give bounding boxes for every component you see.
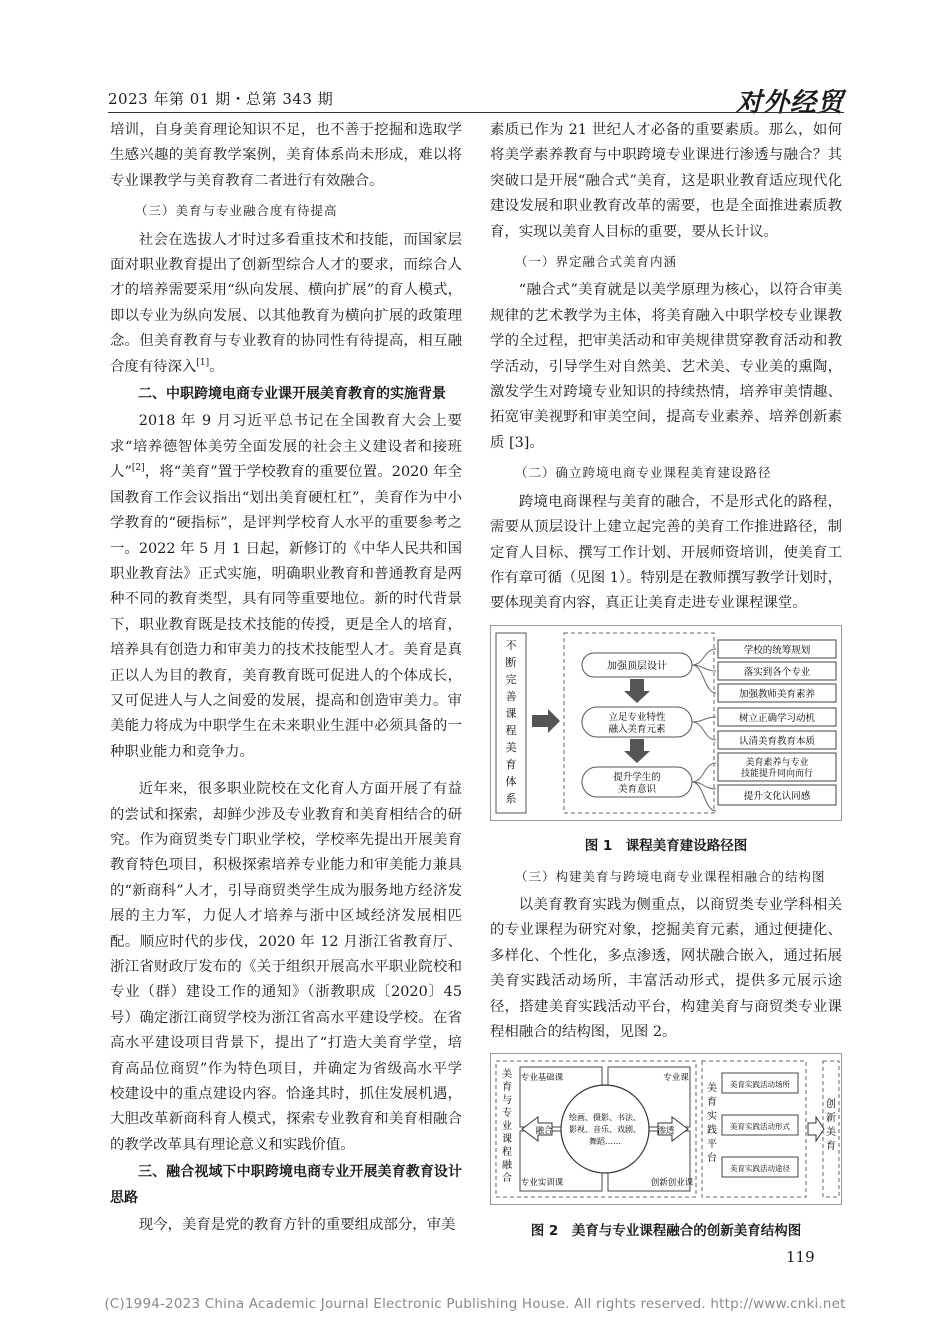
paragraph: 素质已作为 21 世纪人才必备的重要素质。那么，如何将美学素养教育与中职跨境专业课进行渗透与融合？其突破口是开展“融合式”美育，这是职业教育适应现代化建设发展和职业教育改革的需要，也是全面推进素质教育，实现以美育人目标的重要，要从长计议。: [490, 122, 842, 240]
paragraph: 跨境电商课程与美育的融合，不是形式化的路程，需要从顶层设计上建立起完善的美育工作推进路径，制定育人目标、撰写工作计划、开展师资培训，使美育工作有章可循（见图 1）。特别是在教师撰写教学计划时，要体现美育内容，真正让美育走进专业课程课堂。: [490, 493, 842, 612]
subsection-heading: （三）美育与专业融合度有待提高: [135, 203, 338, 219]
right-label: 加强教师美育素养: [738, 688, 816, 700]
down-arrow-icon: [624, 739, 650, 763]
quad-label: 专业基础课: [520, 1073, 564, 1084]
quad-label: 创新创业课: [650, 1178, 694, 1189]
paragraph: 2018 年 9 月习近平总书记在全国教育大会上要求“培养德智体美劳全面发展的社会主义建设者和接班人”[2]，将“美育”置于学校教育的重要位置。2020 年全国教育工作会议指出“划出美育硬杠杠”，美育作为中小学教育的“硬指标”，是评判学校育人水平的重要参考之一。2022 年 5 月 1 日起，新修订的《中华人民共和国职业教育法》正式实施，明确职业教育和普通教育是两种不同的教育类型，具有同等重要地位。新的时代背景下，职业教育既是技术技能的传授，更是全人的培育，培养具有创造力和审美力的技术技能型人才。美育是真正以人为目的教育，美育教育既可促进人的个体成长，又可促进人与人之间爱的发展，提高和创造审美力。审美能力将成为中职学生在未来职业生涯中必须具备的一种职业能力和竞争力。: [110, 413, 463, 760]
platform-item-label: 美育实践活动途径: [730, 1164, 790, 1174]
paragraph: 近年来，很多职业院校在文化育人方面开展了有益的尝试和探索，却鲜少涉及专业教育和美育相结合的研究。作为商贸类专门职业学校，学校率先提出开展美育教育特色项目，积极探索培养专业能力和审美能力兼具的“新商科”人才，引导商贸类学生成为服务地方经济发展的主力军，力促人才培养与浙中区域经济发展相匹配。顺应时代的步伐，2020 年 12 月浙江省教育厅、浙江省财政厅发布的《关于组织开展高水平职业院校和专业（群）建设工作的通知》（浙教职成〔2020〕45 号）确定浙江商贸学校为浙江省高水平建设学校。在省高水平建设项目背景下，提出了“打造大美育学堂，培育高品位商贸”作为特色项目，并确定为省级高水平学校建设中的重点建设内容。恰逢其时，抓住发展机遇，大胆改革新商科育人模式，探索专业教育和美育相融合的教学改革具有理论意义和实践价值。: [110, 781, 462, 1153]
fusion-char: 业: [502, 1121, 512, 1133]
platform-char: 美: [707, 1083, 717, 1095]
platform-char: 实: [707, 1111, 717, 1123]
result-char: 美: [826, 1127, 836, 1139]
right-label: 树立正确学习动机: [738, 712, 816, 724]
result-char: 育: [826, 1141, 836, 1153]
center-label: 舞蹈……: [589, 1137, 621, 1147]
mid-label: 融入美育元素: [608, 723, 666, 735]
platform-item-label: 美育实践活动场所: [730, 1080, 790, 1090]
figure-2: [490, 1053, 842, 1214]
right-label: 学校的统筹规划: [743, 644, 811, 656]
platform-char: 育: [707, 1097, 717, 1109]
platform-item-label: 美育实践活动形式: [730, 1122, 790, 1132]
figure-2-caption: 图 2 美育与专业课程融合的创新美育结构图: [530, 1222, 802, 1239]
mid-label: 美育意识: [617, 783, 657, 795]
side-char: 美: [505, 740, 517, 754]
side-char: 完: [505, 672, 517, 686]
figure-1-caption: 图 1 课程美育建设路径图: [584, 838, 748, 855]
fusion-char: 育: [502, 1082, 512, 1094]
result-char: 新: [826, 1113, 836, 1125]
fusion-char: 课: [502, 1134, 512, 1146]
right-label: 认清美育教育本质: [738, 735, 816, 747]
fusion-char: 专: [502, 1108, 512, 1120]
infiltrate-arrow-label: 渗透: [657, 1126, 675, 1137]
page-header: [108, 82, 844, 116]
page-number: 119: [786, 1248, 815, 1266]
side-char: 体: [505, 774, 517, 788]
fusion-char: 融: [502, 1160, 512, 1172]
side-char: 程: [505, 723, 517, 737]
citation: [1]: [196, 357, 210, 368]
side-char: 课: [505, 706, 517, 720]
fusion-char: 程: [502, 1147, 512, 1159]
figure-1: [490, 625, 842, 830]
issue-label: 2023 年第 01 期・总第 343 期: [108, 90, 334, 108]
right-label: 技能提升同向而行: [740, 768, 814, 779]
center-label: 影视、音乐、戏剧、: [569, 1125, 641, 1135]
quad-label: 专业课: [663, 1073, 689, 1084]
fusion-char: 与: [502, 1095, 512, 1107]
side-char: 断: [505, 655, 517, 669]
subsection-heading: （一）界定融合式美育内涵: [515, 254, 678, 270]
right-arrow-icon: [532, 709, 560, 733]
center-label: 绘画、摄影、书法、: [569, 1113, 641, 1123]
right-label: 美育素养与专业: [745, 757, 809, 768]
subsection-heading: （三）构建美育与跨境电商专业课程相融合的结构图: [515, 868, 826, 884]
mid-label: 立足专业特性: [608, 711, 666, 723]
paragraph: 培训，自身美育理论知识不足，也不善于挖掘和选取学生感兴趣的美育教学案例，美育体系尚未形成，难以将专业课教学与美育教育二者进行有效融合。: [110, 122, 462, 189]
result-char: 创: [826, 1099, 836, 1111]
side-char: 不: [505, 638, 517, 652]
platform-char: 台: [707, 1153, 717, 1165]
left-column: [110, 118, 462, 1238]
fusion-arrow-label: 融合: [535, 1126, 553, 1137]
figure-2-diagram: [490, 1053, 842, 1205]
right-label: 落实到各个专业: [743, 666, 811, 678]
result-arrow-icon: [808, 1117, 824, 1141]
figure-1-diagram: [490, 625, 842, 821]
paragraph: 现今，美育是党的教育方针的重要组成部分，审美: [138, 1217, 456, 1234]
fusion-char: 合: [502, 1173, 512, 1185]
section-heading: 三、融合视域下中职跨境电商专业开展美育教育设计思路: [110, 1164, 462, 1206]
copyright-footer: (C)1994-2023 China Academic Journal Electronic Publishing House. All rights reserved. http://www.cnki.net: [104, 1296, 846, 1312]
citation: [2]: [131, 463, 145, 474]
quad-label: 专业实训课: [520, 1178, 564, 1189]
mid-label: 加强顶层设计: [607, 660, 667, 672]
paragraph: “融合式”美育就是以美学原理为核心，以符合审美规律的艺术教学为主体，将美育融入中职学校专业课教学的全过程，把审美活动和审美规律贯穿教育活动和教学活动，引导学生对自然美、艺术美、专业美的熏陶，激发学生对跨境专业知识的持续热情，培养审美情趣、拓宽审美视野和审美空间，提高专业素养、培养创新素质 [3]。: [490, 282, 842, 451]
fusion-char: 美: [502, 1069, 512, 1081]
right-column: [490, 118, 842, 1244]
platform-char: 践: [707, 1125, 717, 1137]
header-rule: [108, 112, 844, 113]
side-char: 善: [505, 689, 517, 703]
paragraph: 以美育教育实践为侧重点，以商贸类专业学科相关的专业课程为研究对象，挖掘美育元素，通过便捷化、多样化、个性化，多点渗透，网状融合嵌入，通过拓展美育实践活动场所，丰富活动形式，提供多元展示途径，搭建美育实践活动平台，构建美育与商贸类专业课程相融合的结构图，见图 2。: [490, 896, 842, 1040]
down-arrow-icon: [624, 679, 650, 703]
section-heading: 二、中职跨境电商专业课开展美育教育的实施背景: [138, 386, 446, 403]
journal-logo: 对外经贸: [735, 88, 844, 118]
side-char: 系: [505, 791, 517, 805]
paragraph: 社会在选拔人才时过多看重技术和技能，而国家层面对职业教育提出了创新型综合人才的要求，而综合人才的培养需要采用“纵向发展、横向扩展”的育人模式，即以专业为纵向发展、以其他教育为横向扩展的政策理念。但美育教育与专业教育的协同性有待提高，相互融合度有待深入[1]。: [110, 231, 462, 375]
right-label: 提升文化认同感: [743, 790, 811, 802]
side-char: 育: [505, 757, 517, 771]
mid-label: 提升学生的: [613, 771, 661, 783]
platform-char: 平: [707, 1139, 717, 1151]
subsection-heading: （二）确立跨境电商专业课程美育建设路径: [515, 465, 772, 481]
